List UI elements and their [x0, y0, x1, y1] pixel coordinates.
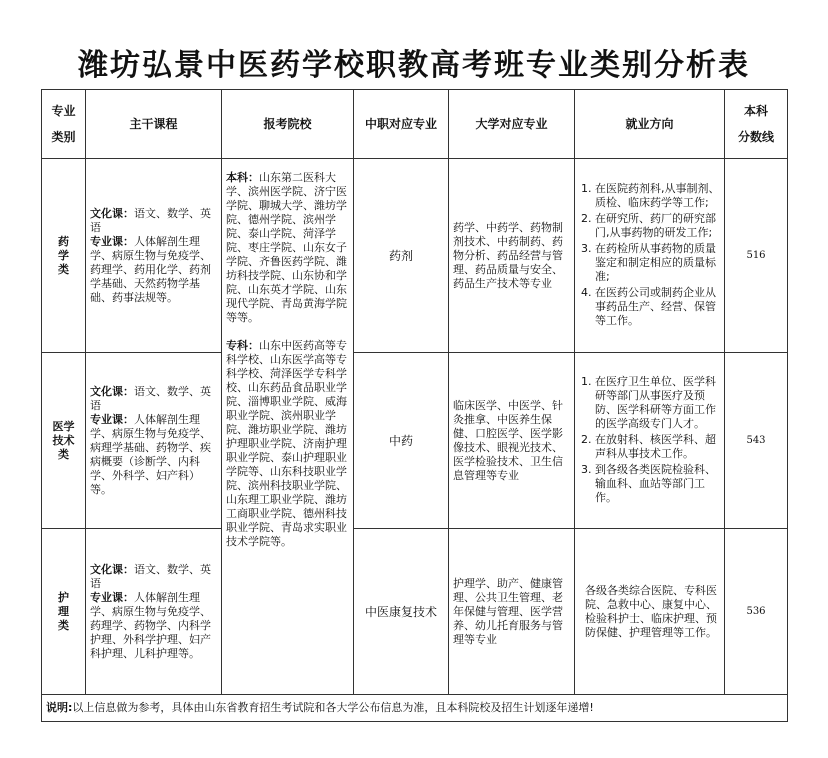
culture-label: 文化课：	[90, 206, 134, 220]
college-label: 专科：	[226, 339, 259, 352]
employment-item: 1. 在医疗卫生单位、医学科研等部门从事医疗及预防、医学科研等方面工作的医学高级专门人才。	[595, 375, 720, 431]
employment-item: 2. 在放射科、核医学科、超声科从事技术工作。	[595, 433, 720, 461]
employment-item: 1. 在医院药剂科,从事制剂、质检、临床药学等工作;	[595, 182, 720, 210]
score-cell: 536	[725, 529, 788, 695]
header-vocational: 中职对应专业	[354, 90, 449, 159]
major-text: 人体解剖生理学、病原生物与免疫学、病理学基础、药物学、疾病概要（诊断学、内科学、外科学、妇产科）等。	[90, 412, 211, 496]
major-text: 人体解剖生理学、病原生物与免疫学、药理学、药物学、内科学护理、外科学护理、妇产科护理、儿科护理等。	[90, 590, 211, 660]
header-row	[42, 90, 788, 159]
culture-label: 文化课：	[90, 384, 134, 398]
header-courses: 主干课程	[86, 90, 222, 159]
culture-text: 语文、数学、英语	[90, 562, 211, 590]
note-cell	[42, 695, 788, 722]
vocational-cell: 药剂	[354, 159, 449, 353]
major-text: 人体解剖生理学、病原生物与免疫学、药理学、药用化学、药剂学基础、天然药物学基础、药事法规等。	[90, 234, 211, 304]
employment-item: 2. 在研究所、药厂的研究部门,从事药物的研发工作;	[595, 212, 720, 240]
major-label: 专业课：	[90, 234, 134, 248]
undergrad-label: 本科：	[226, 171, 259, 184]
table-row	[42, 159, 788, 353]
header-score: 本科 分数线	[725, 90, 788, 159]
category-cell: 护 理 类	[42, 529, 86, 695]
note-label: 说明:	[46, 701, 73, 714]
score-cell: 543	[725, 353, 788, 529]
university-cell: 药学、中药学、药物制剂技术、中药制药、药物分析、药品经营与管理、药品质量与安全、药品生产技术等专业	[449, 159, 575, 353]
category-cell: 药 学 类	[42, 159, 86, 353]
undergrad-schools: 山东第二医科大学、滨州医学院、济宁医学院、聊城大学、潍坊学院、德州学院、滨州学院、泰山学院、菏泽学院、枣庄学院、山东女子学院、齐鲁医药学院、潍坊科技学院、山东协和学院、山东英才学院、山东现代学院、青岛黄海学院等等。	[226, 171, 347, 324]
courses-cell	[86, 159, 222, 353]
culture-text: 语文、数学、英语	[90, 206, 211, 234]
score-cell: 516	[725, 159, 788, 353]
courses-cell	[86, 529, 222, 695]
university-cell: 临床医学、中医学、针灸推拿、中医养生保健、口腔医学、医学影像技术、眼视光技术、医学检验技术、卫生信息管理等专业	[449, 353, 575, 529]
header-employment: 就业方向	[575, 90, 725, 159]
vocational-cell: 中药	[354, 353, 449, 529]
header-category: 专业 类别	[42, 90, 86, 159]
employment-item: 3. 在药检所从事药物的质量鉴定和制定相应的质量标准;	[595, 242, 720, 284]
category-cell: 医学 技术 类	[42, 353, 86, 529]
college-schools: 山东中医药高等专科学校、山东医学高等专科学校、菏泽医学专科学校、山东药品食品职业学院、淄博职业学院、威海职业学院、滨州职业学院、潍坊职业学院、潍坊护理职业学院、济南护理职业学院、泰山护理职业学院等、山东科技职业学院、滨州科技职业学院、山东理工职业学院、潍坊工商职业学院、德州科技职业学院、青岛求实职业技术学院等。	[226, 339, 347, 548]
university-cell: 护理学、助产、健康管理、公共卫生管理、老年保健与管理、医学营养、幼儿托育服务与管理等专业	[449, 529, 575, 695]
culture-label: 文化课：	[90, 562, 134, 576]
table-row	[42, 353, 788, 529]
employment-item: 4. 在医药公司或制药企业从事药品生产、经营、保管等工作。	[595, 286, 720, 328]
page-title: 潍坊弘景中医药学校职教高考班专业类别分析表	[78, 48, 750, 83]
major-label: 专业课：	[90, 412, 134, 426]
table-row	[42, 529, 788, 695]
schools-cell	[222, 159, 354, 695]
courses-cell	[86, 353, 222, 529]
employment-cell	[575, 353, 725, 529]
culture-text: 语文、数学、英语	[90, 384, 211, 412]
note-text: 以上信息做为参考，具体由山东省教育招生考试院和各大学公布信息为准，且本科院校及招生计划逐年递增!	[72, 701, 594, 714]
header-university: 大学对应专业	[449, 90, 575, 159]
major-label: 专业课：	[90, 590, 134, 604]
employment-item: 3. 到各级各类医院检验科、输血科、血站等部门工作。	[595, 463, 720, 505]
note-row	[42, 695, 788, 722]
employment-cell	[575, 159, 725, 353]
major-category-table	[41, 89, 788, 722]
employment-cell: 各级各类综合医院、专科医院、急救中心、康复中心、检验科护士、临床护理、预防保健、护理管理等工作。	[575, 529, 725, 695]
header-schools: 报考院校	[222, 90, 354, 159]
vocational-cell: 中医康复技术	[354, 529, 449, 695]
